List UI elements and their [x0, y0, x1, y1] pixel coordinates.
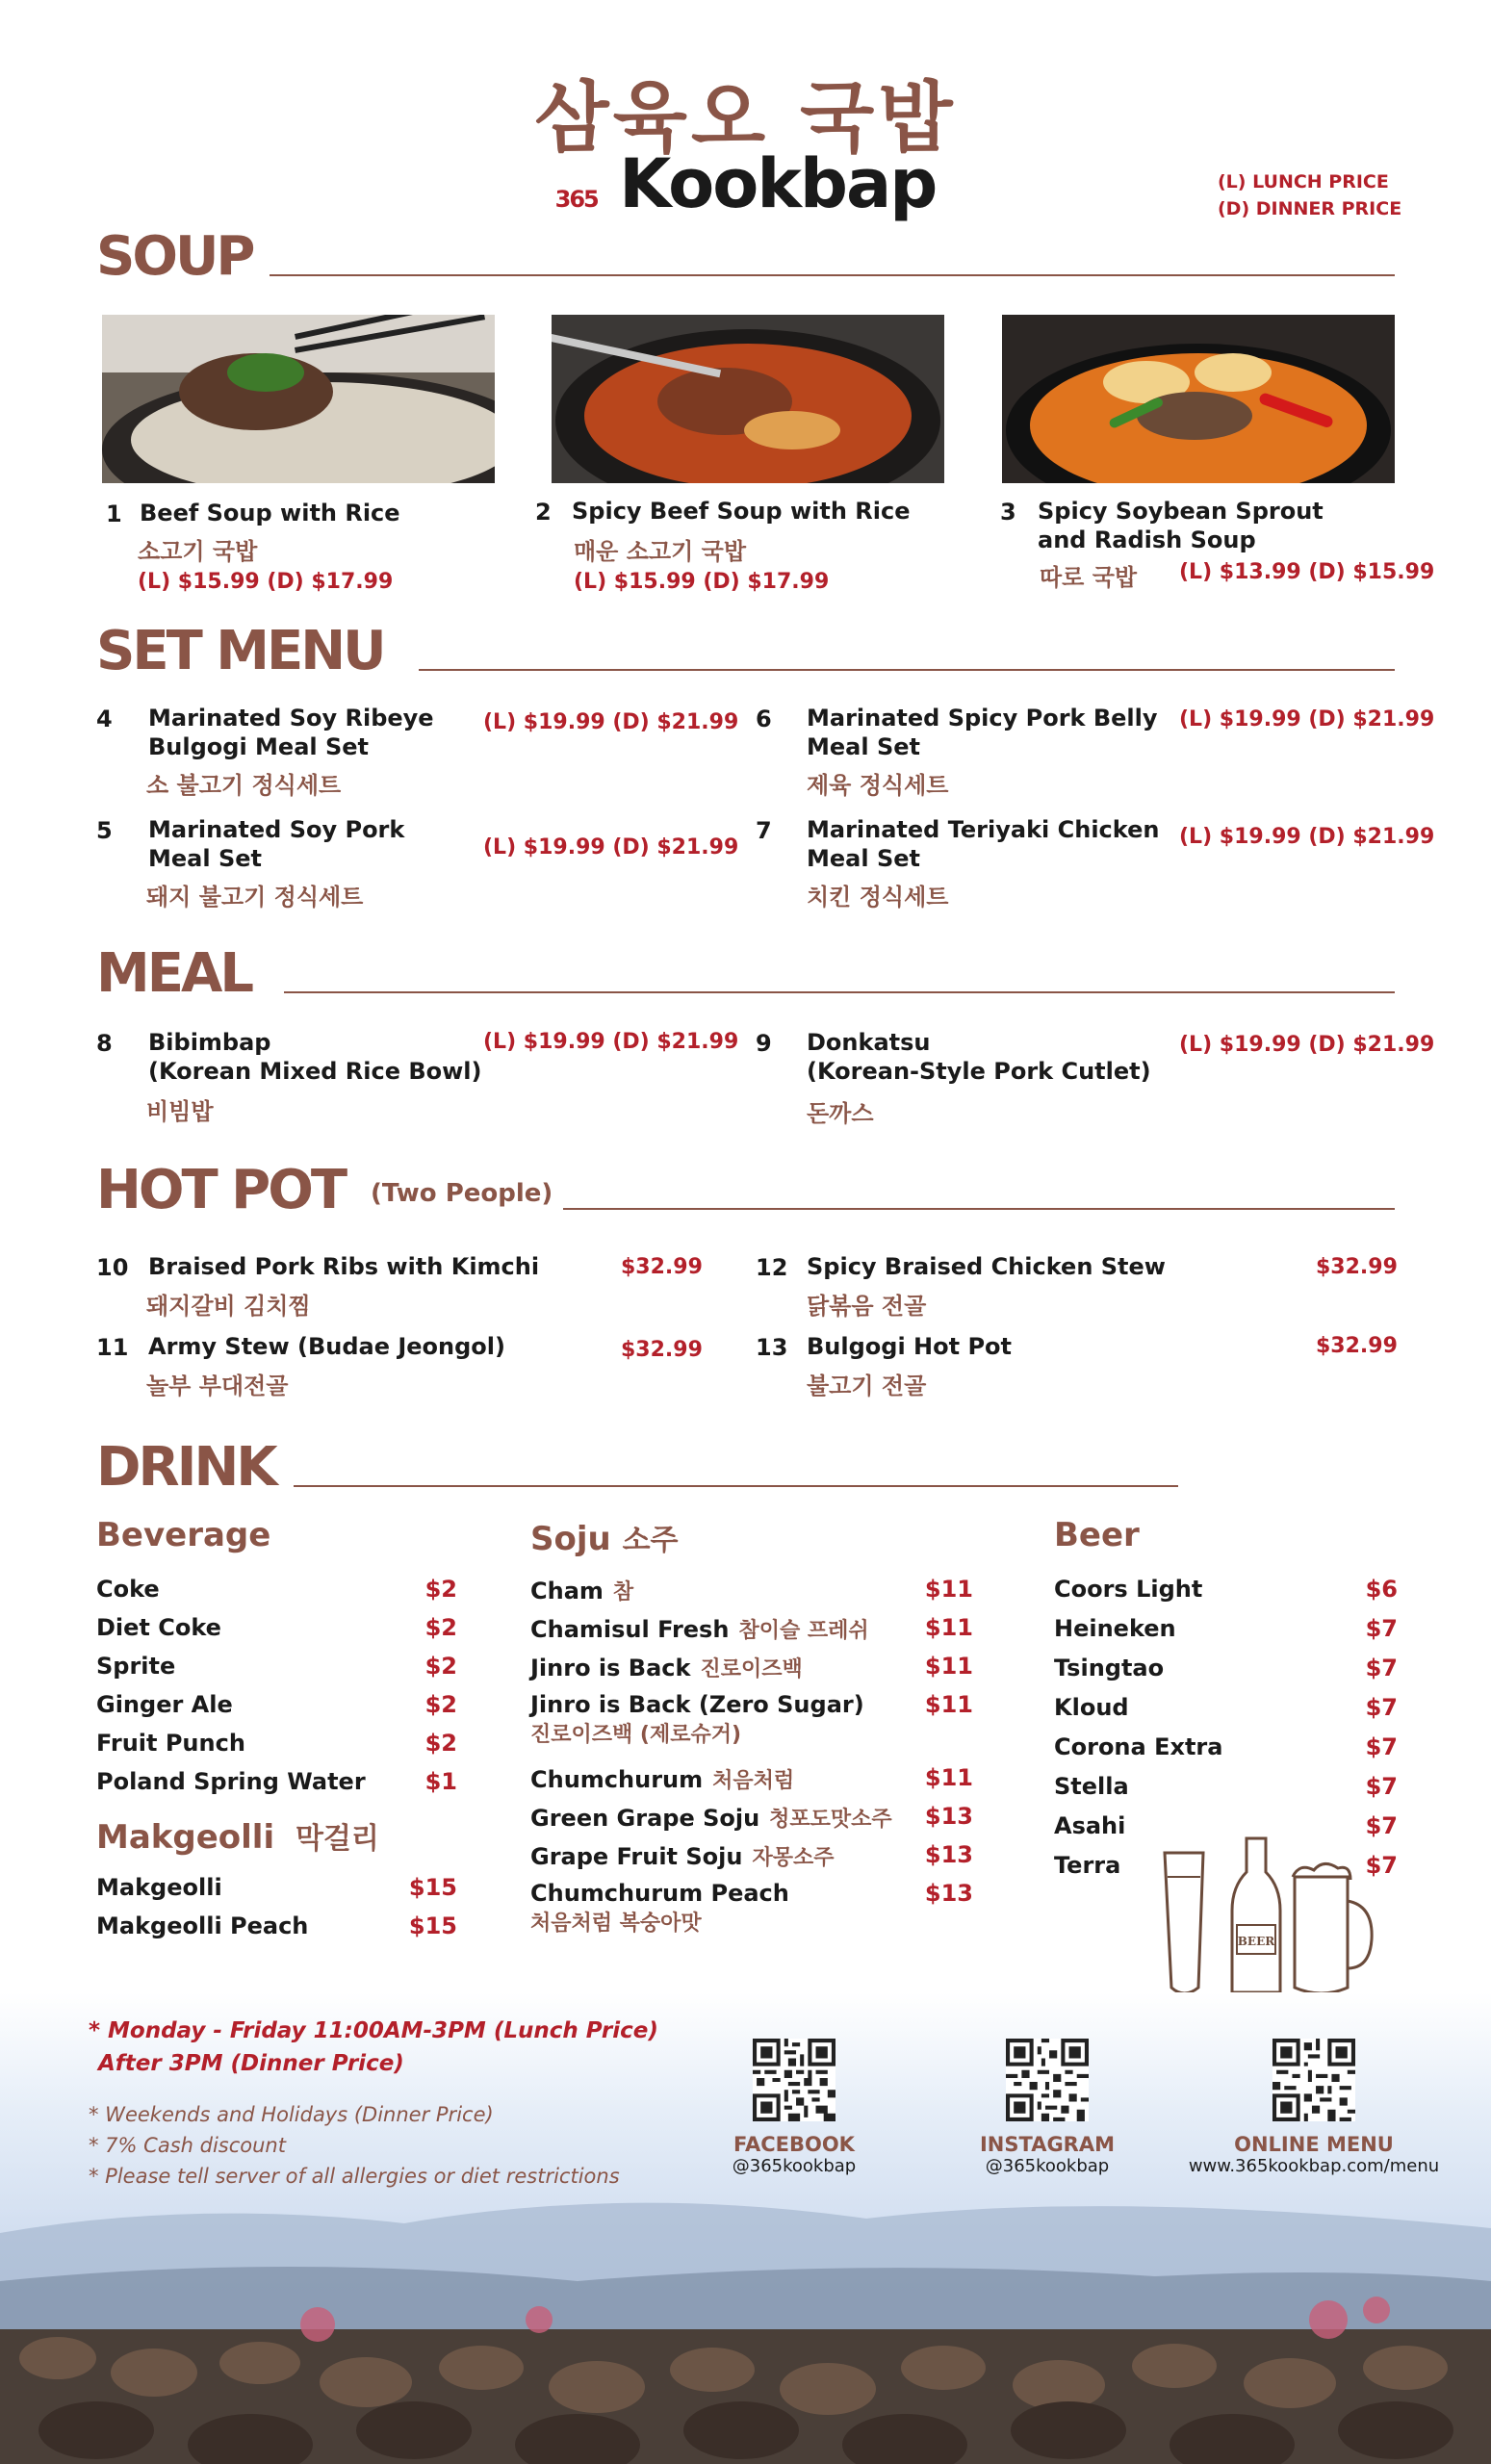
item-price: (L) $19.99 (D) $21.99 [1179, 825, 1435, 849]
item-korean: 소 불고기 정식세트 [146, 772, 342, 799]
drink-row [96, 1614, 457, 1653]
qr-code-icon [1006, 2039, 1089, 2121]
drink-price: $2 [424, 1614, 457, 1641]
drink-price: $15 [408, 1874, 457, 1901]
drink-price: $15 [408, 1912, 457, 1939]
drink-price: $11 [924, 1653, 973, 1680]
drink-price: $2 [424, 1576, 457, 1603]
drink-price: $11 [924, 1691, 973, 1718]
item-number: 3 [1000, 499, 1016, 526]
social-label: INSTAGRAM [979, 2133, 1116, 2156]
item-name-line2: Bulgogi Meal Set [148, 733, 370, 760]
drink-korean: 처음처럼 복숭아맛 [530, 1912, 702, 1936]
drink-name: Grape Fruit Soju [530, 1843, 743, 1870]
item-price: (L) $19.99 (D) $21.99 [483, 710, 739, 734]
item-korean: 매운 소고기 국밥 [574, 538, 746, 565]
drink-name: Jinro is Back (Zero Sugar) [530, 1691, 864, 1718]
drink-name: Fruit Punch [96, 1730, 245, 1757]
item-korean: 돼지 불고기 정식세트 [146, 884, 364, 911]
drink-name: Asahi [1054, 1812, 1126, 1839]
item-name-line1: Bibimbap [148, 1029, 271, 1056]
drink-name: Makgeolli Peach [96, 1912, 309, 1939]
drink-row [96, 1576, 457, 1614]
drink-row [96, 1874, 457, 1912]
item-name-line1: Marinated Teriyaki Chicken [807, 816, 1160, 843]
drink-price: $7 [1365, 1615, 1398, 1642]
item-name-line1: Spicy Soybean Sprout [1038, 498, 1324, 525]
soju-title-ko: 소주 [622, 1524, 679, 1557]
note-allergy: * Please tell server of all allergies or diet restrictions [89, 2165, 620, 2188]
qr-code-icon [1272, 2039, 1355, 2121]
drink-name: Heineken [1054, 1615, 1176, 1642]
drink-row [1054, 1615, 1398, 1655]
item-price: $32.99 [1316, 1334, 1398, 1358]
section-soup [96, 207, 1395, 288]
drink-name: Chamisul Fresh [530, 1616, 730, 1643]
item-number: 6 [756, 706, 772, 732]
item-number: 13 [756, 1334, 788, 1361]
drink-row [530, 1691, 973, 1764]
drink-name: Jinro is Back [530, 1655, 691, 1681]
item-name [148, 1028, 482, 1086]
drink-price: $11 [924, 1576, 973, 1603]
drink-korean: 진로이즈백 (제로슈거) [530, 1723, 742, 1747]
section-title-soup: SOUP [96, 225, 253, 288]
drink-name: Makgeolli [96, 1874, 222, 1901]
social-handle: @365kookbap [732, 2156, 857, 2176]
note-dinner-hours: After 3PM (Dinner Price) [98, 2051, 404, 2076]
item-name-line1: Marinated Soy Ribeye [148, 705, 434, 732]
drink-price: $2 [424, 1691, 457, 1718]
instagram-link[interactable] [975, 2039, 1119, 2176]
photo-beef-soup [102, 315, 495, 483]
item-number: 7 [756, 817, 772, 844]
photo-spicy-beef-soup [552, 315, 944, 483]
item-name [148, 704, 434, 761]
legend-lunch: (L) LUNCH PRICE [1218, 171, 1389, 192]
drink-price: $7 [1365, 1694, 1398, 1721]
item-name-line2: Meal Set [807, 733, 920, 760]
section-title-hot-pot: HOT POT [96, 1159, 346, 1221]
item-number: 5 [96, 817, 113, 844]
drink-price: $7 [1365, 1812, 1398, 1839]
item-number: 8 [96, 1030, 113, 1057]
item-name-line2: (Korean-Style Pork Cutlet) [807, 1058, 1151, 1085]
item-price: $32.99 [621, 1338, 703, 1362]
drink-row [530, 1653, 973, 1691]
drink-price: $6 [1365, 1576, 1398, 1603]
drink-name: Chumchurum [530, 1766, 704, 1793]
drink-row [1054, 1773, 1398, 1812]
drink-row [530, 1576, 973, 1614]
item-name-line1: Marinated Spicy Pork Belly [807, 705, 1158, 732]
drink-name: Corona Extra [1054, 1733, 1223, 1760]
drink-name: Ginger Ale [96, 1691, 233, 1718]
item-number: 2 [535, 499, 552, 526]
section-divider [419, 669, 1395, 671]
drink-row [530, 1803, 973, 1841]
item-price: $32.99 [1316, 1255, 1398, 1279]
drink-row [530, 1614, 973, 1653]
item-name: Army Stew (Budae Jeongol) [148, 1333, 505, 1360]
qr-code-icon [753, 2039, 835, 2121]
item-price: (L) $15.99 (D) $17.99 [138, 570, 394, 594]
item-number: 12 [756, 1254, 788, 1281]
item-name [1038, 497, 1324, 554]
drink-row [96, 1768, 457, 1807]
item-name-line1: Marinated Soy Pork [148, 816, 405, 843]
makgeolli-title-ko: 막걸리 [295, 1822, 379, 1856]
item-price: (L) $19.99 (D) $21.99 [483, 835, 739, 860]
drink-row [1054, 1694, 1398, 1733]
item-name: Spicy Beef Soup with Rice [572, 498, 911, 525]
legend-dinner: (D) DINNER PRICE [1218, 198, 1402, 219]
drink-price: $7 [1365, 1773, 1398, 1800]
item-name [807, 815, 1159, 873]
social-label: FACEBOOK [733, 2133, 855, 2156]
section-set-menu [96, 602, 1395, 682]
beverage-title: Beverage [96, 1516, 271, 1554]
drink-name: Tsingtao [1054, 1655, 1165, 1681]
makgeolli-title [96, 1814, 457, 1874]
drink-name: Terra [1054, 1852, 1121, 1879]
drink-korean: 참 [612, 1580, 634, 1604]
item-name [807, 1028, 1151, 1086]
section-divider [270, 274, 1395, 276]
drink-price: $2 [424, 1730, 457, 1757]
drink-name: Chumchurum Peach [530, 1880, 789, 1907]
drink-korean: 진로이즈백 [700, 1657, 803, 1681]
item-korean: 치킨 정식세트 [807, 884, 949, 911]
note-lunch-hours: * Monday - Friday 11:00AM-3PM (Lunch Price) [89, 2018, 658, 2043]
drink-row [1054, 1655, 1398, 1694]
section-title-drink: DRINK [96, 1436, 275, 1499]
item-korean: 돈까스 [807, 1100, 874, 1127]
drink-name: Kloud [1054, 1694, 1129, 1721]
title-name: Kookbap [619, 144, 937, 223]
section-title-set-menu: SET MENU [96, 620, 384, 682]
beer-title: Beer [1054, 1516, 1140, 1554]
item-price: (L) $19.99 (D) $21.99 [483, 1030, 739, 1054]
drink-name: Green Grape Soju [530, 1805, 760, 1832]
item-name [148, 815, 404, 873]
drink-price: $1 [424, 1768, 457, 1795]
drink-name: Coors Light [1054, 1576, 1203, 1603]
drink-korean: 자몽소주 [752, 1846, 835, 1870]
section-subtitle: (Two People) [371, 1179, 553, 1208]
drink-row [1054, 1576, 1398, 1615]
section-drink [96, 1418, 1178, 1499]
drink-korean: 처음처럼 [712, 1769, 795, 1793]
item-name [807, 704, 1158, 761]
item-name-line2: (Korean Mixed Rice Bowl) [148, 1058, 482, 1085]
drink-price: $13 [924, 1803, 973, 1830]
item-name-line2: Meal Set [807, 845, 920, 872]
drink-name: Coke [96, 1576, 160, 1603]
hours-notes [89, 2015, 658, 2192]
item-korean: 놀부 부대전골 [146, 1373, 289, 1399]
drink-price: $2 [424, 1653, 457, 1680]
soju-title-en: Soju [530, 1520, 611, 1558]
section-meal [96, 924, 1395, 1005]
note-cash: * 7% Cash discount [89, 2134, 286, 2157]
item-korean: 닭볶음 전골 [807, 1293, 927, 1320]
item-number: 10 [96, 1254, 129, 1281]
soju-title [530, 1516, 973, 1576]
makgeolli-title-en: Makgeolli [96, 1818, 275, 1857]
drink-name: Sprite [96, 1653, 176, 1680]
drink-price: $7 [1365, 1733, 1398, 1760]
item-name: Spicy Braised Chicken Stew [807, 1253, 1166, 1280]
title-number: 365 [554, 186, 598, 213]
drink-row [530, 1764, 973, 1803]
soju-column [530, 1516, 973, 1953]
beer-illustration [1160, 1834, 1376, 2002]
section-hot-pot [96, 1141, 1395, 1221]
item-number: 1 [106, 500, 122, 527]
title-korean: 삼육오 국밥 [534, 73, 957, 163]
drink-korean: 청포도맛소주 [769, 1808, 892, 1832]
item-korean: 비빔밥 [146, 1098, 214, 1125]
item-name: Braised Pork Ribs with Kimchi [148, 1253, 540, 1280]
drink-name: Diet Coke [96, 1614, 221, 1641]
drink-price: $11 [924, 1614, 973, 1641]
section-divider [563, 1208, 1395, 1210]
social-label: ONLINE MENU [1234, 2133, 1394, 2156]
item-price: (L) $19.99 (D) $21.99 [1179, 707, 1435, 732]
item-number: 9 [756, 1030, 772, 1057]
drink-price: $13 [924, 1841, 973, 1868]
drink-row [530, 1841, 973, 1880]
item-korean: 따로 국밥 [1040, 564, 1138, 591]
beverage-column [96, 1516, 457, 1951]
bottle-label-text: BEER [1237, 1935, 1275, 1948]
drink-row [96, 1691, 457, 1730]
drink-name: Poland Spring Water [96, 1768, 366, 1795]
drink-price: $13 [924, 1880, 973, 1907]
item-korean: 불고기 전골 [807, 1373, 927, 1399]
drink-name: Stella [1054, 1773, 1129, 1800]
item-name-line2: and Radish Soup [1038, 526, 1256, 553]
drink-price: $7 [1365, 1655, 1398, 1681]
drink-row [1054, 1733, 1398, 1773]
item-price: (L) $19.99 (D) $21.99 [1179, 1033, 1435, 1057]
item-korean: 돼지갈비 김치찜 [146, 1293, 311, 1320]
item-number: 11 [96, 1334, 129, 1361]
item-price: (L) $13.99 (D) $15.99 [1179, 560, 1435, 584]
online-menu-link[interactable] [1174, 2039, 1453, 2176]
item-name: Beef Soup with Rice [140, 500, 400, 526]
item-price: (L) $15.99 (D) $17.99 [574, 570, 830, 594]
section-title-meal: MEAL [96, 942, 252, 1005]
social-handle: www.365kookbap.com/menu [1188, 2156, 1440, 2176]
item-korean: 소고기 국밥 [138, 538, 258, 565]
drink-price: $7 [1365, 1852, 1398, 1879]
note-weekend: * Weekends and Holidays (Dinner Price) [89, 2103, 494, 2126]
facebook-link[interactable] [722, 2039, 866, 2176]
drink-row [96, 1912, 457, 1951]
item-name: Bulgogi Hot Pot [807, 1333, 1012, 1360]
photo-spicy-soybean-soup [1002, 315, 1395, 483]
drink-row [96, 1653, 457, 1691]
item-name-line1: Donkatsu [807, 1029, 931, 1056]
item-name-line2: Meal Set [148, 845, 262, 872]
section-divider [284, 991, 1395, 993]
item-number: 4 [96, 706, 113, 732]
item-korean: 제육 정식세트 [807, 772, 949, 799]
drink-price: $11 [924, 1764, 973, 1791]
drink-korean: 참이슬 프레쉬 [738, 1619, 869, 1643]
drink-row [96, 1730, 457, 1768]
section-divider [294, 1485, 1178, 1487]
drink-name: Cham [530, 1578, 604, 1604]
item-price: $32.99 [621, 1255, 703, 1279]
drink-row [530, 1880, 973, 1953]
social-handle: @365kookbap [985, 2156, 1110, 2176]
